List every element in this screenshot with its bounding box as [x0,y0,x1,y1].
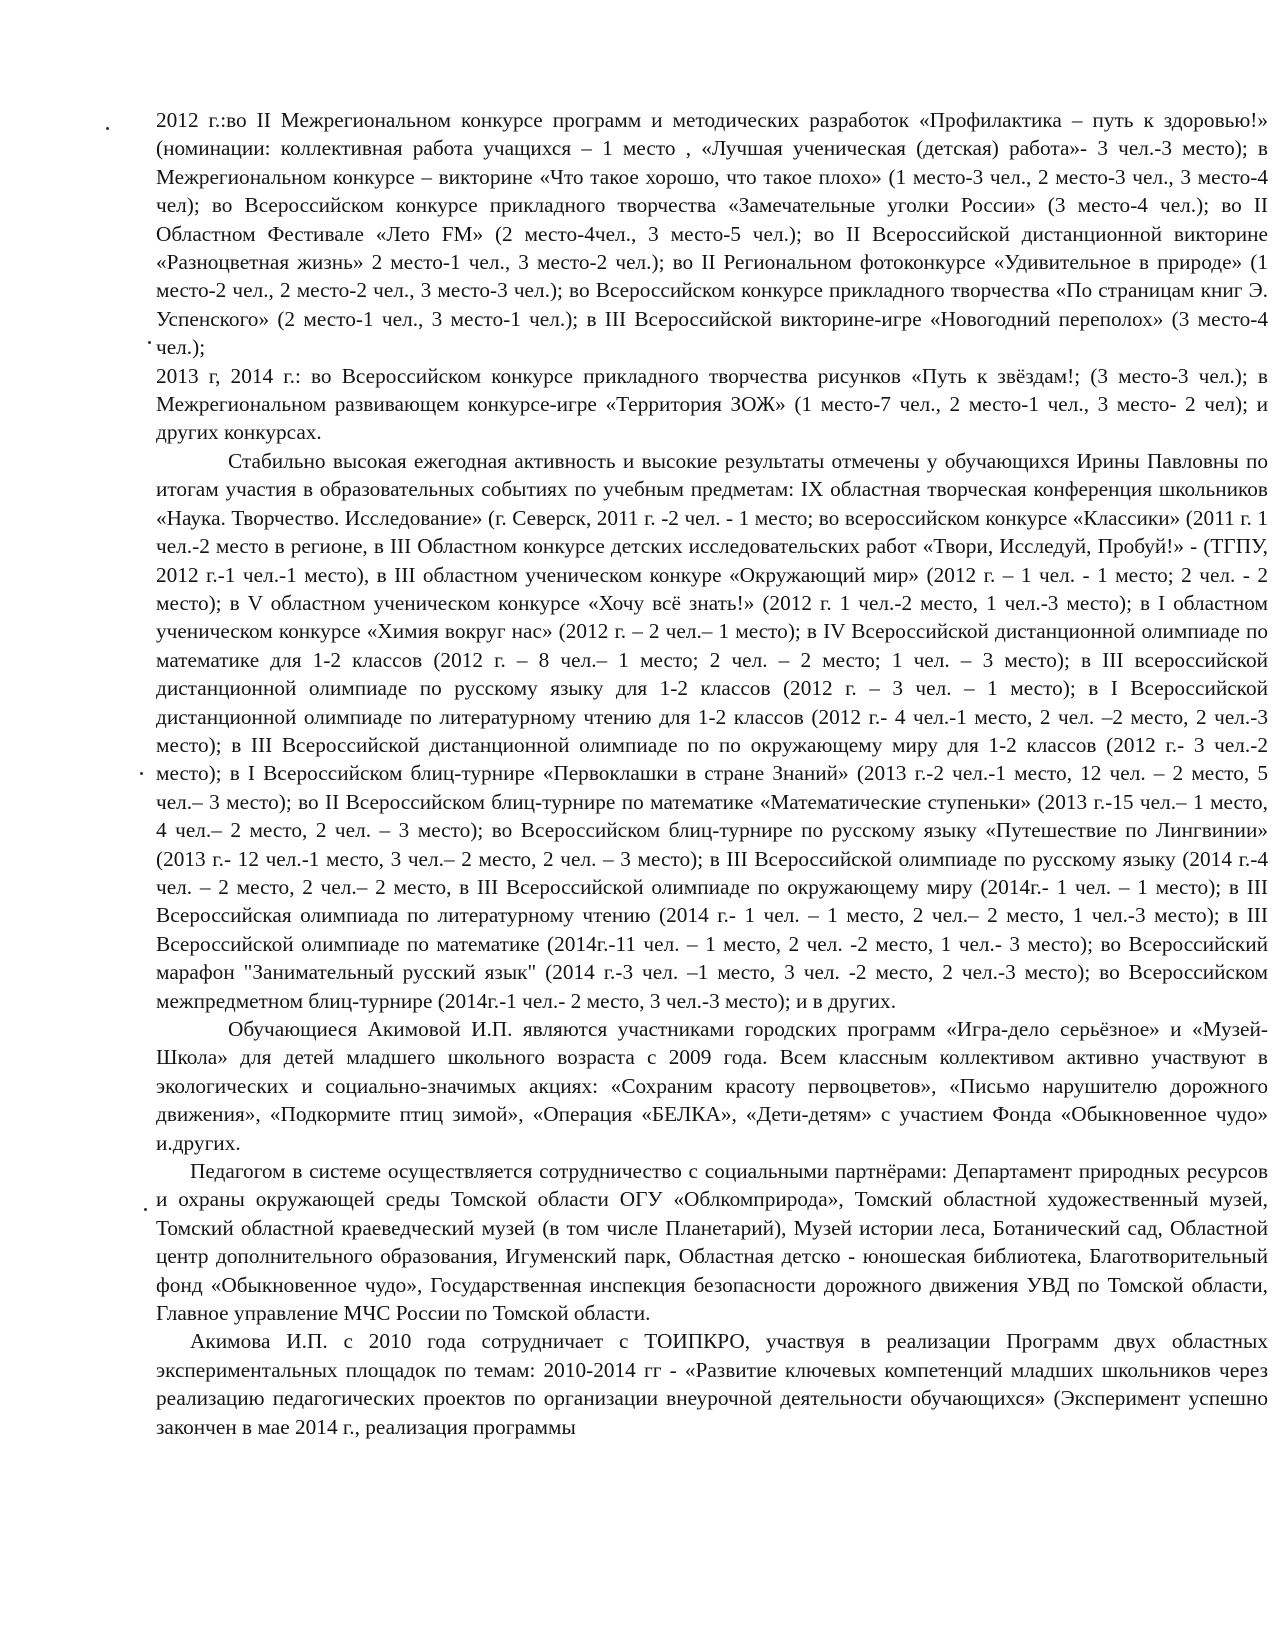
paragraph-social-partners: Педагогом в системе осуществляется сотрудничество с социальными партнёрами: Департамент природных ресурсов и охраны окружающей среды Томской области ОГУ «Облкомприрода», Томский областной художественный музей, Томский областной краеведческий музей (в том числе Планетарий), Музей истории леса, Ботанический сад, Областной центр дополнительного образования, Игуменский парк, Областная детско - юношеская библиотека, Благотворительный фонд «Обыкновенное чудо», Государственная инспекция безопасности дорожного движения УВД по Томской области, Главное управление МЧС России по Томской области. [156,1159,1268,1326]
margin-mark [148,341,151,344]
paragraph-2013-2014-contests: 2013 г, 2014 г.: во Всероссийском конкурсе прикладного творчества рисунков «Путь к звёздам!; (3 место-3 чел.); в Межрегиональном развивающем конкурсе-игре «Территория ЗОЖ» (1 место-7 чел., 2 место-1 чел., 3 место- 2 чел); и других конкурсах. [156,363,1268,445]
body-text [156,106,1268,1441]
margin-mark [144,1208,147,1211]
paragraph-toipkro-cooperation: Акимова И.П. с 2010 года сотрудничает с ТОИПКРО, участвуя в реализации Программ двух областных экспериментальных площадок по темам: 2010-2014 гг - «Развитие ключевых компетенций младших школьников через реализацию педагогических проектов по организации внеурочной деятельности обучающихся» (Эксперимент успешно закончен в мае 2014 г., реализация программы [156,1329,1268,1439]
paragraph-city-programs: Обучающиеся Акимовой И.П. являются участниками городских программ «Игра-дело серьёзное» и «Музей-Школа» для детей младшего школьного возраста с 2009 года. Всем классным коллективом активно участвуют в экологических и социально-значимых акциях: «Сохраним красоту первоцветов», «Письмо нарушителю дорожного движения», «Подкормите птиц зимой», «Операция «БЕЛКА», «Дети-детям» с участием Фонда «Обыкновенное чудо» и.других. [156,1017,1268,1155]
margin-mark [140,772,143,775]
margin-mark [106,127,109,130]
paragraph-2012-contests: 2012 г.:во II Межрегиональном конкурсе программ и методических разработок «Профилактика – путь к здоровью!» (номинации: коллективная работа учащихся – 1 место , «Лучшая ученическая (детская) работа»- 3 чел.-3 место); в Межрегиональном конкурсе – викторине «Что такое хорошо, что такое плохо» (1 место-3 чел., 2 место-3 чел., 3 место-4 чел); во Всероссийском конкурсе прикладного творчества «Замечательные уголки России» (3 место-4 чел.); во II Областном Фестивале «Лето FM» (2 место-4чел., 3 место-5 чел.); во II Всероссийской дистанционной викторине «Разноцветная жизнь» 2 место-1 чел., 3 место-2 чел.); во II Региональном фотоконкурсе «Удивительное в природе» (1 место-2 чел., 2 место-2 чел., 3 место-3 чел.); во Всероссийском конкурсе прикладного творчества «По страницам книг Э. Успенского» (2 место-1 чел., 3 место-1 чел.); в III Всероссийской викторине-игре «Новогодний переполох» (3 место-4 чел.); [156,108,1268,360]
paragraph-subject-results: Стабильно высокая ежегодная активность и высокие результаты отмечены у обучающихся Ирины Павловны по итогам участия в образовательных событиях по учебным предметам: IX областная творческая конференция школьников «Наука. Творчество. Исследование» (г. Северск, 2011 г. -2 чел. - 1 место; во всероссийском конкурсе «Классики» (2011 г. 1 чел.-2 место в регионе, в III Областном конкурсе детских исследовательских работ «Твори, Исследуй, Пробуй!» - (ТГПУ, 2012 г.-1 чел.-1 место), в III областном ученическом конкуре «Окружающий мир» (2012 г. – 1 чел. - 1 место; 2 чел. - 2 место); в V областном ученическом конкурсе «Хочу всё знать!» (2012 г. 1 чел.-2 место, 1 чел.-3 место); в I областном ученическом конкурсе «Химия вокруг нас» (2012 г. – 2 чел.– 1 место); в IV Всероссийской дистанционной олимпиаде по математике для 1-2 классов (2012 г. – 8 чел.– 1 место; 2 чел. – 2 место; 1 чел. – 3 место); в III всероссийской дистанционной олимпиаде по русскому языку для 1-2 классов (2012 г. – 3 чел. – 1 место); в I Всероссийской дистанционной олимпиаде по литературному чтению для 1-2 классов (2012 г.- 4 чел.-1 место, 2 чел. –2 место, 2 чел.-3 место); в III Всероссийской дистанционной олимпиаде по по окружающему миру для 1-2 классов (2012 г.- 3 чел.-2 место); в I Всероссийском блиц-турнире «Первоклашки в стране Знаний» (2013 г.-2 чел.-1 место, 12 чел. – 2 место, 5 чел.– 3 место); во II Всероссийском блиц-турнире по математике «Математические ступеньки» (2013 г.-15 чел.– 1 место, 4 чел.– 2 место, 2 чел. – 3 место); во Всероссийском блиц-турнире по русскому языку «Путешествие по Лингвинии» (2013 г.- 12 чел.-1 место, 3 чел.– 2 место, 2 чел. – 3 место); в III Всероссийской олимпиаде по русскому языку (2014 г.-4 чел. – 2 место, 2 чел.– 2 место, в III Всероссийской олимпиаде по окружающему миру (2014г.- 1 чел. – 1 место); в III Всероссийская олимпиада по литературному чтению (2014 г.- 1 чел. – 1 место, 2 чел.– 2 место, 1 чел.-3 место); в III Всероссийской олимпиаде по математике (2014г.-11 чел. – 1 место, 2 чел. -2 место, 1 чел.- 3 место); во Всероссийский марафон "Занимательный русский язык" (2014 г.-3 чел. –1 место, 3 чел. -2 место, 2 чел.-3 место); во Всероссийском межпредметном блиц-турнире (2014г.-1 чел.- 2 место, 3 чел.-3 место); и в других. [156,448,1268,1013]
